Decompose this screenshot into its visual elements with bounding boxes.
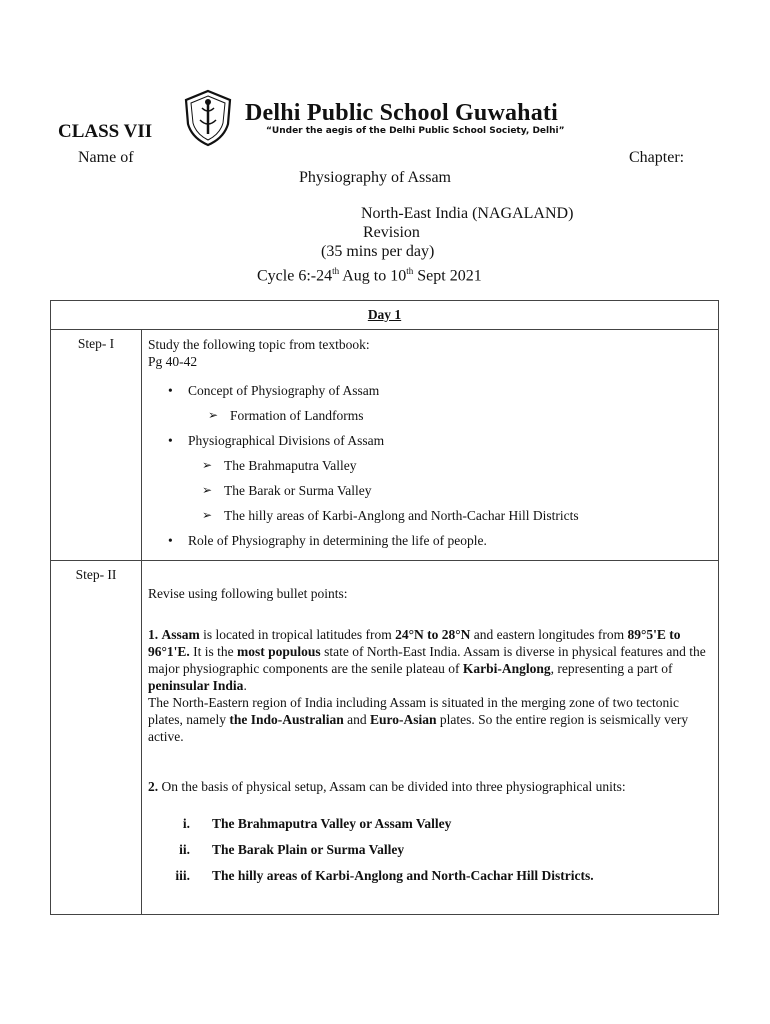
region-title: North-East India (NAGALAND) bbox=[361, 205, 574, 222]
step-intro: Revise using following bullet points: bbox=[148, 586, 348, 601]
revision-plan-table bbox=[50, 300, 719, 915]
topic-item: • Physiographical Divisions of Assam ➢ The Brahmaputra Valley ➢ The Barak or Surma Valley ➢ The hilly areas of Karbi-Anglong and North-Cachar Hill Districts bbox=[188, 432, 712, 524]
point-1-continuation: The North-Eastern region of India including Assam is situated in the merging zone of two tectonic plates, namely the Indo-Australian and Euro-Asian plates. So the entire region is seismically very active. bbox=[148, 695, 689, 744]
subtopic-list bbox=[188, 407, 712, 424]
chapter-label: Chapter: bbox=[629, 149, 685, 166]
revision-label: Revision bbox=[363, 224, 420, 241]
school-crest-logo bbox=[178, 88, 238, 148]
day-title: Day 1 bbox=[367, 307, 402, 322]
duration-label: (35 mins per day) bbox=[321, 243, 435, 260]
step-label-cell bbox=[51, 330, 142, 561]
page-reference: Pg 40-42 bbox=[148, 354, 198, 369]
unit-item: i. The Brahmaputra Valley or Assam Valley bbox=[182, 816, 452, 831]
step-label-cell bbox=[51, 561, 142, 915]
step-content-cell bbox=[142, 561, 719, 915]
name-of-label: Name of bbox=[78, 149, 134, 166]
topic-list bbox=[148, 382, 712, 549]
subtopic-list bbox=[188, 457, 712, 524]
subtopic-item: ➢ The hilly areas of Karbi-Anglong and North-Cachar Hill Districts bbox=[202, 507, 712, 524]
point-1-paragraph: 1. Assam is located in tropical latitudes from 24°N to 28°N and eastern longitudes from 89°5'E to 96°1'E. It is the most populous state of North-East India. Assam is diverse in physical features and the major physiographic components are the senile plateau of Karbi-Anglong, representing a part of peninsular India. bbox=[148, 627, 706, 693]
topic-item: • Concept of Physiography of Assam ➢ Formation of Landforms bbox=[188, 382, 712, 424]
step-content-cell bbox=[142, 330, 719, 561]
topic-item: • Role of Physiography in determining the life of people. bbox=[188, 532, 712, 549]
physiographic-units-list bbox=[148, 815, 712, 884]
day-header-cell bbox=[51, 301, 719, 330]
subtopic-item: ➢ The Barak or Surma Valley bbox=[202, 482, 712, 499]
step-intro: Study the following topic from textbook: bbox=[148, 337, 370, 352]
step-label: Step- I bbox=[77, 336, 115, 351]
point-2-paragraph: 2. On the basis of physical setup, Assam can be divided into three physiographical units: bbox=[148, 779, 626, 794]
cycle-dates: Cycle 6:-24th Aug to 10th Sept 2021 bbox=[257, 266, 482, 285]
subtopic-item: ➢ The Brahmaputra Valley bbox=[202, 457, 712, 474]
step-row bbox=[51, 330, 719, 561]
day-header-row bbox=[51, 301, 719, 330]
step-row bbox=[51, 561, 719, 915]
unit-item: iii. The hilly areas of Karbi-Anglong and North-Cachar Hill Districts. bbox=[175, 868, 594, 883]
school-tagline: “Under the aegis of the Delhi Public School Society, Delhi” bbox=[266, 126, 565, 136]
class-label: CLASS VII bbox=[58, 121, 153, 142]
step-label: Step- II bbox=[75, 567, 117, 582]
chapter-title: Physiography of Assam bbox=[299, 169, 451, 186]
school-name: Delhi Public School Guwahati bbox=[245, 100, 558, 126]
subtopic-item: ➢ Formation of Landforms bbox=[208, 407, 712, 424]
unit-item: ii. The Barak Plain or Surma Valley bbox=[179, 842, 405, 857]
